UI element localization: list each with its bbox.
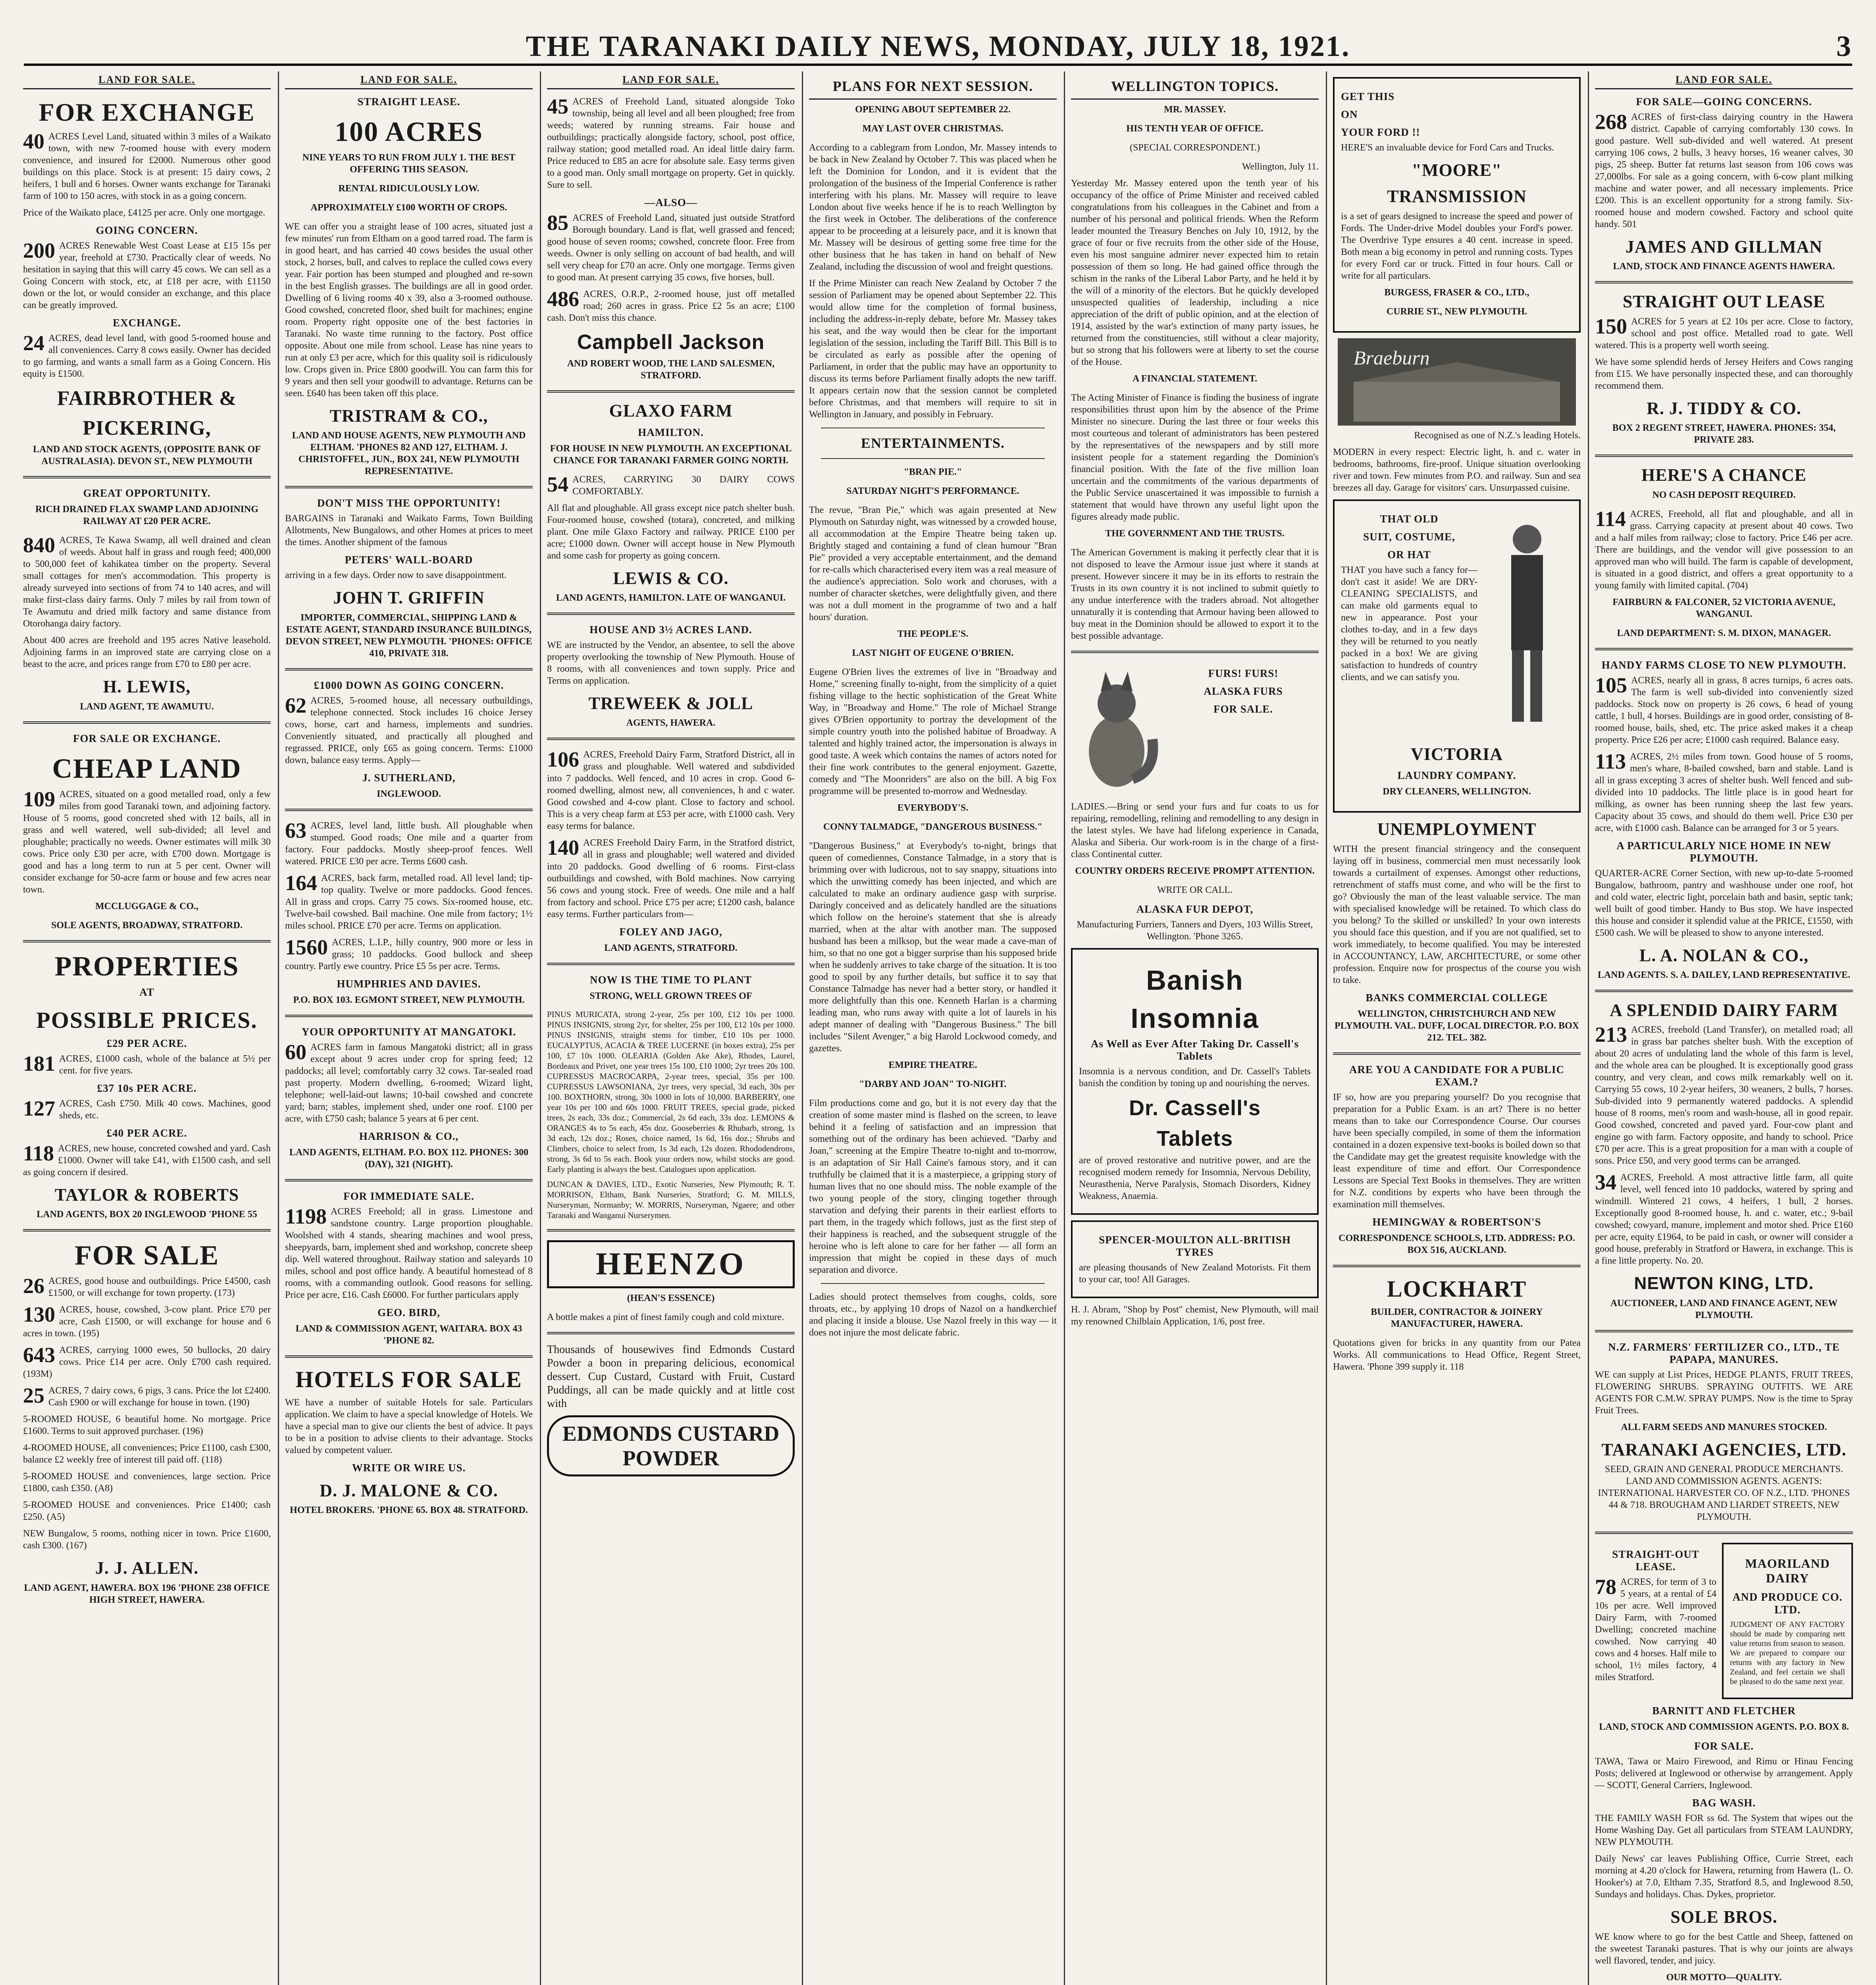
ad-body: WE can supply at List Prices, HEDGE PLANTS, FRUIT TREES, FLOWERING SHRUBS. SPRAYING OUTFITS. WE ARE AGENTS FOR C.M.W. SPRAY PUMPS. Now is the time to Spray Fruit Trees.: [1595, 1369, 1853, 1416]
divider: [23, 476, 271, 478]
ad-title: VICTORIA: [1410, 744, 1503, 764]
ad-subhead: NINE YEARS TO RUN FROM JULY 1. THE BEST OFFERING THIS SEASON.: [302, 152, 516, 175]
column-5: [1064, 71, 1326, 1985]
ad-body: A bottle makes a pint of finest family cough and cold mixture.: [547, 1312, 784, 1323]
gentleman-illustration: [1481, 511, 1573, 734]
agent-name: L. A. NOLAN & CO.,: [1639, 945, 1809, 965]
ad-subhead: RENTAL RIDICULOUSLY LOW.: [338, 183, 480, 194]
ad-body: 60 ACRES farm in famous Mangatoki district; all in grass except about 9 acres under crop for spring feed; 12 paddocks; all level; comfortably carry 32 cows. Tar-sealed road past property. Modern dwelling, 6-roomed; Wizard light, telephone; well-laid-out lawns; 10-bail cowshed and concrete yard; barn; stables, implement shed, under one roof. £100 per acre, with £750 cash; balance 5 years at 6 per cent.: [285, 1040, 533, 1124]
divider: [821, 458, 1045, 459]
ad-body: 63 ACRES, level land, little bush. All ploughable when stumped. Good roads; One mile and a quarter from factory. Four paddocks. Mostly sheep-proof fences. Well watered. PRICE £30 per acre. Terms £600 cash.: [285, 818, 533, 867]
ad-title: OR HAT: [1387, 548, 1431, 561]
ad-title: HOTELS FOR SALE: [295, 1366, 522, 1392]
agent-address: WELLINGTON, CHRISTCHURCH AND NEW PLYMOUTH. VAL. DUFF, LOCAL DIRECTOR. P.O. BOX 212. TEL. 382.: [1334, 1008, 1579, 1043]
agent-address: LAND AGENTS, ELTHAM. P.O. BOX 112. PHONES: 300 (DAY), 321 (NIGHT).: [289, 1147, 529, 1170]
ad-title: ON: [1341, 108, 1358, 120]
article-headline: WELLINGTON TOPICS.: [1071, 79, 1319, 100]
ad-body: 109 ACRES, situated on a good metalled road, only a few miles from good Taranaki town, and adjoining factory. House of 5 rooms, good concreted shed with 12 bails, all in grass and well watered, well sub-divided; all level and ploughable; practically no weeds. Owner estimates will milk 30 cows. Price only £30 per acre, with £700 down. Mortgage is good and has a long term to run at 5 per cent. Owner will consider exchange for 50-acre farm or house and few acres near town.: [23, 787, 271, 895]
agent-address: P.O. BOX 103. EGMONT STREET, NEW PLYMOUTH.: [293, 994, 525, 1005]
agent-name: TARANAKI AGENCIES, LTD.: [1601, 1440, 1847, 1459]
divider: [285, 668, 533, 671]
divider: [547, 613, 795, 615]
agent-address: LAND AGENT, HAWERA. BOX 196 'PHONE 238 OFFICE HIGH STREET, HAWERA.: [24, 1582, 270, 1605]
ad-body: IF so, how are you preparing yourself? Do you recognise that preparation for a Public Exam. is an art? There is no better means than to take our Correspondence Course. Our courses have been specially compiled, in some of them the information contained in a dozen expensive text-books is boiled down so that the Candidate may get the greatest requisite knowledge with the least expenditure of time and effort. Our Correspondence Lessons are Special Text Books in themselves. They are written for N.Z. conditions by experts who have been through the examination mill themselves.: [1333, 1092, 1581, 1210]
agent-name: TREWEEK & JOLL: [588, 693, 753, 713]
edmonds-logo: EDMONDS CUSTARD POWDER: [547, 1415, 795, 1476]
agent-name: JOHN T. GRIFFIN: [333, 588, 485, 608]
article-subhead: MR. MASSEY.: [1164, 104, 1226, 115]
ad-body: 4-ROOMED HOUSE, all conveniences; Price £1100, cash £300, balance £2 weekly free of interest till paid off. (118): [23, 1443, 271, 1465]
ad-subhead: STRAIGHT-OUT LEASE.: [1612, 1548, 1699, 1573]
ad-subhead: ALL FARM SEEDS AND MANURES STOCKED.: [1621, 1422, 1827, 1432]
ad-title: Insomnia: [1131, 1002, 1259, 1034]
spencer-ad: [1071, 1220, 1319, 1298]
agent-address: LAND AGENTS, HAMILTON. LATE OF WANGANUI.: [556, 592, 786, 603]
ad-body: Recognised as one of N.Z.'s leading Hotels.: [1414, 430, 1581, 441]
column-1: [16, 71, 278, 1985]
ad-title: FURS! FURS!: [1208, 667, 1279, 679]
article-body: According to a cablegram from London, Mr. Massey intends to be back in New Zealand by October 7. This was placed when he left the Dominion for London, and it is evident that the prolongation of the business of the Imperial Conference is rather interfering with his plans. Mr. Massey will require to leave London about five weeks hence if he is to reach Wellington by the first week in October. The deliberations of the conference appear to be proceeding at a leisurely pace, and it is known that Mr. Massey will be desirous of getting some free time for the other business that he has taken in hand on behalf of New Zealand, including the discussion of wool and freight questions.: [809, 142, 1057, 272]
ad-body: NEW Bungalow, 5 rooms, nothing nicer in town. Price £1600, cash £300. (167): [23, 1528, 271, 1551]
ad-body: 5-ROOMED HOUSE and conveniences. Price £1400; cash £250. (A5): [23, 1500, 271, 1522]
article-subhead: HIS TENTH YEAR OF OFFICE.: [1126, 123, 1264, 134]
ad-subhead: HOUSE AND 3½ ACRES LAND.: [589, 623, 752, 636]
ad-body: WITH the present financial stringency and the consequent laying off in business, commercial men must necessarily look towards a curtailment of expenses. Amongst other reductions, retrenchment of staffs must come, and who will be the first to go? Obviously the man of the least valuable service. The man with specialised knowledge will be retained. To which class do you belong? To the skilled or unskilled? In your own interests you should face this question, and if you are not qualified, set to work immediately, to become qualified. You may be interested in ACCOUNTANCY, LAW, ARCHITECTURE, or some other profession. Enquire now for prospectus of the course you wish to take.: [1333, 844, 1581, 985]
ad-price: £37 10s PER ACRE.: [97, 1082, 197, 1094]
acreage: 40: [23, 129, 44, 153]
article-body: The American Government is making it perfectly clear that it is not disposed to leave the Armour issue just where it stands at present. However sincere it may be in its efforts to restrain the Trusts in its own country it is not inclined to submit quietly to any undue interference with the traders abroad. Not altogether unnaturally it is contending that Armour having been allowed to buy meat in the Dominion should be allowed to export it to the best possible advantage.: [1071, 547, 1319, 641]
masthead: [24, 20, 1852, 66]
ad-body: PINUS MURICATA, strong 2-year, 25s per 100, £12 10s per 1000. PINUS INSIGNIS, strong 2yr, for shelter, 25s per 100, £12 10s per 1000. PINUS INSIGNIS, straight stems for timber, £10 10s per 1000. EUCALYPTUS, ACACIA & TREE LUCERNE (in boxes extra), 25s per 100, £7 10s 1000. OLEARIA (Golden Ake Ake), Rhodes, Laurel, Bordeaux and Privet, one year trees 15s 100, £10 1000; 2yr trees 20s 100. CUPRESSUS MACROCARPA, 2-year trees, special, 35s per 100. CUPRESSUS LAWSONIANA, 2yr trees, very special, 3d each, 30s per 100. BOXTHORN, strong, 30s 1000 in lots of 10,000. BARBERRY, one year 10s per 100 and 60s 1000. FRUIT TREES, special grade, picked trees, 2s each, 33s doz.; Commercial, 2s 6d each, 33s doz. LEMONS & ORANGES 4s to 5s each, 45s doz. Gooseberries & Rhubarb, strong, 1s 3d each, 12s doz.; Roses, choice named, 1s 6d, 16s doz.; Shrubs and Climbers, choice to select from, 1s 3d each, 12s dozen. Rhododendrons, strong, 3s 6d to 5s each. Book your orders now, whilst stocks are good. Early planting is always the best. Catalogues upon application.: [547, 1010, 795, 1174]
ad-body: WE have a number of suitable Hotels for sale. Particulars application. We claim to have a special knowledge of Hotels. We have a special man to give our clients the best of advice. It pays to be in a position to advise clients to their advantage. Stocks valued by competent valuer.: [285, 1397, 533, 1455]
ford-ad: [1333, 77, 1581, 333]
article-headline: PLANS FOR NEXT SESSION.: [809, 79, 1057, 100]
article-subhead: SATURDAY NIGHT'S PERFORMANCE.: [846, 486, 1019, 497]
ad-body: THAT you have such a fancy for—don't cast it aside! We are DRY-CLEANING SPECIALISTS, and can make old garments equal to new in appearance. Post your clothes to-day, and in a few days they will be returned to you neatly packed in a box! We are giving satisfaction to hundreds of country clients, and we can satisfy you.: [1341, 565, 1477, 682]
ad-body: 200 ACRES Renewable West Coast Lease at £15 15s per year, freehold at £730. Practically clear of weeds. No hesitation in saying that this will carry 45 cows. We can sell as a Going Concern with stock, etc, at £18 per acre, with £1150 down or the lot, or would consider an exchange, and this place can be greatly improved.: [23, 239, 271, 310]
agent-address: LAND & COMMISSION AGENT, WAITARA. BOX 43 'PHONE 82.: [295, 1323, 522, 1346]
article-subhead: LAST NIGHT OF EUGENE O'BRIEN.: [852, 648, 1014, 659]
agent-name: R. J. TIDDY & CO.: [1647, 398, 1801, 418]
agent-name: BANKS COMMERCIAL COLLEGE: [1366, 991, 1548, 1004]
ad-title: TRANSMISSION: [1387, 187, 1527, 206]
ad-body: About 400 acres are freehold and 195 acres Native leasehold. Adjoining farms in an improved state are carrying close on a beast to the acre, and prices range from £70 to £80 per acre.: [23, 635, 271, 670]
article-subhead: EMPIRE THEATRE.: [888, 1060, 977, 1071]
ad-body: TAWA, Tawa or Mairo Firewood, and Rimu or Hinau Fencing Posts; delivered at Inglewood or otherwise by arrangement. Apply— SCOTT, General Carriers, Inglewood.: [1595, 1756, 1853, 1791]
agent-address: LAND AGENTS. S. A. DAILEY, LAND REPRESENTATIVE.: [1597, 969, 1851, 980]
divider: [821, 1283, 1045, 1284]
ad-subhead: WRITE OR WIRE US.: [352, 1461, 466, 1474]
ad-body: 54 ACRES, CARRYING 30 DAIRY COWS COMFORTABLY.: [547, 472, 795, 497]
divider: [285, 1355, 533, 1358]
article-subhead: "DARBY AND JOAN" TO-NIGHT.: [859, 1079, 1007, 1090]
agent-name: HUMPHRIES AND DAVIES.: [337, 977, 481, 990]
agent-name: JAMES AND GILLMAN: [1625, 237, 1823, 256]
agent-address: LAND AND HOUSE AGENTS, NEW PLYMOUTH AND ELTHAM. 'PHONES 82 AND 127, ELTHAM. J. CHRISTOFFEL, JUN., BOX 241, NEW PLYMOUTH REPRESENTATIVE.: [292, 430, 526, 477]
ad-price: £40 PER ACRE.: [106, 1127, 187, 1139]
section-header: LAND FOR SALE.: [1595, 71, 1853, 89]
ad-body: JUDGMENT OF ANY FACTORY should be made by comparing nett value returns from season to season. We are prepared to compare our returns with any factory in New Zealand, and feel certain we shall be pleased to do the same next year.: [1730, 1620, 1845, 1686]
ad-body: 213 ACRES, freehold (Land Transfer), on metalled road; all in grass bar patches shelter bush. With the exception of about 20 acres of undulating land the whole of this farm is level, and the whole area can be ploughed. It is exceptionally good grass country, and very clean, and cows milk remarkably well on it. Carrying 55 cows, 10 2-year heifers, 30 weaners, 2 bulls, 7 horses. Sub-divided into 9 permanently watered paddocks. A splendid house of 8 rooms, men's room and wash-house, all in good repair. Good cowshed, concreted and paved yard. Four-cow plant and engine go with farm. Factory opposite, and handy to school. Price £70 per acre. This is a great proposition for a man with a couple of sons. Price £50, and very good terms can be arranged.: [1595, 1023, 1853, 1166]
ad-title: 100 ACRES: [335, 117, 483, 147]
ad-title: UNEMPLOYMENT: [1377, 819, 1537, 839]
agent-name: H. LEWIS,: [103, 677, 191, 697]
ad-title: HERE'S A CHANCE: [1641, 465, 1807, 485]
ad-subhead: GOING CONCERN.: [96, 224, 198, 236]
ad-body: 62 ACRES, 5-roomed house, all necessary outbuildings, telephone connected. Stock includes 16 choice Jersey cows, horse, cart and harness, implements and sundries. Conveniently situated, and practically all ploughed and regrassed. PRICE, only £65 as going concern. Terms: £1000 down, balance easy terms. Apply—: [285, 693, 533, 765]
ad-body: 40 ACRES Level Land, situated within 3 miles of a Waikato town, with new 7-roomed house with every modern convenience, and insured for £2000. Numerous other good buildings on this place. Stock is at present: 15 dairy cows, 2 heifers, 1 bull and 6 horses. Owner wants exchange for Taranaki farm of 100 to 150 acres, with stock in as a going concern.: [23, 129, 271, 201]
ad-body: WE know where to go for the best Cattle and Sheep, fattened on the sweetest Taranaki pastures. That is why our joints are always well flavored, tender, and juicy.: [1595, 1931, 1853, 1966]
ad-body: 118 ACRES, new house, concreted cowshed and yard. Cash £1000. Owner will take £41, with £1500 cash, and sell as going concern if desired.: [23, 1141, 271, 1178]
agent-name: PICKERING,: [83, 417, 211, 440]
ad-body: WE are instructed by the Vendor, an absentee, to sell the above property overlooking the township of New Plymouth. House of 8 rooms, with all conveniences and town supply. Price and Terms on application.: [547, 640, 795, 686]
column-4: [802, 71, 1064, 1985]
ad-body: is a set of gears designed to increase the speed and power of Fords. The Under-drive Model doubles your Ford's power. The Overdrive Type ensures a 40 cent. increase in speed. Both mean a big economy in petrol and running costs. Types for every Ford car or truck. Fitted in four hours. Call or write for all particulars.: [1341, 211, 1573, 281]
ad-title: CHEAP LAND: [52, 753, 242, 784]
lease-and-maoriland: [1595, 1543, 1853, 1699]
agent-address: LAND AND STOCK AGENTS, (OPPOSITE BANK OF AUSTRALASIA). DEVON ST., NEW PLYMOUTH: [33, 444, 261, 467]
divider: [1595, 648, 1853, 650]
ad-title: LAUNDRY COMPANY.: [1397, 769, 1516, 782]
ad-body: arriving in a few days. Order now to save disappointment.: [285, 570, 507, 581]
agent-name: BURGESS, FRASER & CO., LTD.,: [1384, 287, 1529, 298]
agent-name: HEMINGWAY & ROBERTSON'S: [1372, 1216, 1541, 1228]
ad-body: 34 ACRES, Freehold. A most attractive little farm, all quite level, well fenced into 10 paddocks, watered by spring and windmill. Wintered 21 cows, 4 heifers, 1 bull, 2 horses. Exceptionally good 8-roomed house, h. and c. water, etc.; 9-bail cowshed; cowyard, manure, implement and motor shed. Price £160 per acre, equity £1964, to be paid in cash, or owner will consider a good house, preferably in Stratford or Hawera, in exchange. This is a fine little property. No. 20.: [1595, 1170, 1853, 1266]
ad-body: We have some splendid herds of Jersey Heifers and Cows ranging from £15. We have personally inspected these, and can thoroughly recommend them.: [1595, 357, 1853, 391]
ad-body: 1198 ACRES Freehold; all in grass. Limestone and sandstone country. Large proportion ploughable. Woolshed with 4 stands, shearing machines and wool press, sheepyards, barn, implement shed and workshop, concrete sheep dip. Well watered throughout. Railway station and saleyards 10 miles, school and post office handy. A beautiful homestead of 8 rooms, with a commanding outlook. Good reasons for selling. Price per acre, £16. Cash £6000. For further particulars apply: [285, 1204, 533, 1300]
agent-address: AUCTIONEER, LAND AND FINANCE AGENT, NEW PLYMOUTH.: [1610, 1298, 1838, 1320]
article-body: "Dangerous Business," at Everybody's to-night, brings that queen of comediennes, Constance Talmadge, in a story that is brimming over with ludicrous, not to say snappy, situations into which the unwitting comedy has been injected, and which are calculated to make an ordinary audience gasp with surprise. Daringly conceived and as delicately handled are the situations which follow on the heroine's statement that she is already married, when at the altar with another man. The supposed husband has been a milksop, but the wear made a cave-man of him, so that no one got a bigger surprise than his supposed bride when he suddenly arrives to take charge of the situation. It is too good to spoil by any further details, but suffice it to say that Constance Talmadge has never had a better story, or handled it more delightfully than this one. Kenneth Harlan is a charming leading man, who runs away with quite a lot of laurels in his adept manner of dealing with "Dangerous Business." The bill includes "Silent Avenger," a big Harold Lockwood comedy, and gazettes.: [809, 841, 1057, 1054]
article-body: If the Prime Minister can reach New Zealand by October 7 the session of Parliament may be opened about September 22. This would allow time for the completion of formal business, including the address-in-reply debate, before Mr. Massey takes his seat, and the way would then be clear for the important legislation of the session, including the Tariff Bill. This Bill is to be circulated as early as possible after the opening of Parliament, in order that the public may have an opportunity to discuss its terms before Parliament finally adopts the new tariff. It appears certain now that the session cannot be completed before Christmas, and that members will require to sit in Wellington in January, and possibly in February.: [809, 278, 1057, 420]
heenzo-logo: HEENZO: [547, 1240, 795, 1288]
agent-address: DRY CLEANERS, WELLINGTON.: [1383, 786, 1531, 797]
agent-address: Manufacturing Furriers, Tanners and Dyers, 103 Willis Street, Wellington. 'Phone 3265.: [1077, 919, 1313, 942]
ad-title: ARE YOU A CANDIDATE FOR A PUBLIC EXAM.?: [1349, 1063, 1565, 1088]
divider: [23, 1229, 271, 1231]
hotel-illustration: [1338, 338, 1576, 426]
ad-title: A SPLENDID DAIRY FARM: [1610, 1000, 1838, 1020]
ad-subhead: FOR IMMEDIATE SALE.: [343, 1190, 474, 1202]
agent-name: GEO. BIRD,: [378, 1306, 440, 1318]
ad-body: THE FAMILY WASH FOR ss 6d. The System that wipes out the Home Washing Day. Get all particulars from STEAM LAUNDRY, NEW PLYMOUTH.: [1595, 1813, 1853, 1848]
ad-body: 140 ACRES Freehold Dairy Farm, in the Stratford district, all in grass and ploughable; well watered and divided into 20 paddocks. Good dwelling of 6 rooms. First-class outbuildings and cowshed, with Bold machines. Now carrying 56 cows and young stock. Free of weeds. One mile and a half from factory and school. Price £75 per acre; £1200 cash, balance easy terms. Further particulars from—: [547, 836, 795, 920]
divider: [547, 738, 795, 740]
ad-subhead: OUR MOTTO—QUALITY.: [1666, 1972, 1782, 1983]
divider: [1595, 1330, 1853, 1332]
column-7: [1588, 71, 1860, 1985]
ad-title: YOUR FORD !!: [1341, 126, 1420, 138]
ad-subhead: NO CASH DEPOSIT REQUIRED.: [1652, 490, 1796, 500]
ad-subhead: (HEAN'S ESSENCE): [627, 1293, 715, 1304]
ad-subhead: FOR SALE—GOING CONCERNS.: [1636, 96, 1812, 108]
agent-name: ALASKA FUR DEPOT,: [1136, 903, 1254, 915]
furs-ad: [1071, 662, 1319, 801]
agent-name: MCCLUGGAGE & CO.,: [95, 901, 198, 912]
ad-title: SOLE BROS.: [1670, 1907, 1778, 1927]
article-subhead: OPENING ABOUT SEPTEMBER 22.: [855, 104, 1011, 115]
hotel-name: Braeburn: [1354, 346, 1430, 369]
ad-title: FOR SALE: [74, 1240, 220, 1271]
agent-address: CORRESPONDENCE SCHOOLS, LTD. ADDRESS: P.O. BOX 516, AUCKLAND.: [1339, 1233, 1575, 1255]
ad-body: 106 ACRES, Freehold Dairy Farm, Stratford District, all in grass and ploughable. Well watered and subdivided into 7 paddocks. Well fenced, and 10 acres in crop. Good 6-roomed dwelling, almost new, all conveniences, h and c water. Good cowshed and 4-cow plant. Close to factory and school. This is a very cheap farm at £53 per acre, with £1000 cash. Very easy terms for balance.: [547, 748, 795, 832]
divider: [23, 940, 271, 942]
agent-name: NEWTON KING, LTD.: [1634, 1274, 1814, 1293]
agent-address: HOTEL BROKERS. 'PHONE 65. BOX 48. STRATFORD.: [290, 1505, 528, 1516]
agent-name: Campbell Jackson: [577, 331, 765, 354]
ad-body: DUNCAN & DAVIES, LTD., Exotic Nurseries, New Plymouth; R. T. MORRISON, Eltham, Bank Nurseries, Stratford; G. M. MILLS, Nurseryman, Normanby; W. MORRIS, Nurseryman, Ngaere; and other Taranaki and Wanganui Nurserymen.: [547, 1179, 795, 1220]
fox-illustration: [1071, 666, 1162, 797]
section-header: FOR SALE OR EXCHANGE.: [73, 732, 221, 744]
divider: [1333, 1052, 1581, 1055]
article-subhead: THE PEOPLE'S.: [897, 629, 969, 640]
ad-title: N.Z. FARMERS' FERTILIZER CO., LTD., TE PAPAPA, MANURES.: [1608, 1341, 1840, 1365]
ad-title: PROPERTIES: [54, 951, 239, 982]
agent-name: BARNITT AND FLETCHER: [1652, 1705, 1796, 1717]
ad-subhead: HAMILTON.: [638, 426, 704, 438]
ad-body: MODERN in every respect: Electric light, h. and c. water in bedrooms, bathrooms, fire-proof. Unique situation overlooking river and town. Few minutes from P.O. and railway. Sun and sea breezes all day. Garage for visitors' cars. Unsurpassed cuisine.: [1333, 447, 1581, 493]
ad-title: GET THIS: [1341, 91, 1395, 102]
ad-body: 85 ACRES of Freehold Land, situated just outside Stratford Borough boundary. Land is flat, well grassed and fenced; good house of seven rooms; cowshed, concrete floor. Free from weeds. Owner is only selling on account of bad health, and will sell very cheap for £70 an acre. Only one mortgage. Terms given to good man. At present carrying 35 cows, five horses, bull.: [547, 211, 795, 283]
ad-title: Tablets: [1156, 1126, 1233, 1151]
agent-name: FAIRBURN & FALCONER, 52 VICTORIA AVENUE, WANGANUI.: [1612, 597, 1836, 619]
ad-body: Ladies should protect themselves from coughs, colds, sore throats, etc., by applying 10 drops of Nazol on a handkerchief and placing it inside a blouse. Use Nazol freely in this way — it does not injure the most delicate fabric.: [809, 1292, 1057, 1338]
ad-body: Quotations given for bricks in any quantity from our Patea Works. All communications to Head Office, Regent Street, Hawera. 'Phone 399 supply it. 118: [1333, 1337, 1581, 1372]
page-number: 3: [1836, 30, 1852, 63]
ad-title: ALASKA FURS: [1204, 685, 1283, 697]
agent-address: LAND, STOCK AND COMMISSION AGENTS. P.O. BOX 8.: [1599, 1722, 1849, 1733]
agent-address: INGLEWOOD.: [376, 788, 441, 799]
ad-subhead: As Well as Ever After Taking Dr. Cassell's Tablets: [1090, 1037, 1299, 1062]
ad-body: 164 ACRES, back farm, metalled road. All level land; tip-top quality. Twelve or more paddocks. Good fences. All in grass and crops. Carry 75 cows. Six-roomed house, etc. Twelve-bail cowshed. Bail machine. One mile from factory; 1½ miles school. PRICE £70 per acre. Terms on application.: [285, 871, 533, 931]
article-body: Eugene O'Brien lives the extremes of live in "Broadway and Home," screening finally to-night, from the simplicity of a quiet fishing village to the hectic sophistication of the Great White Way, in "Broadway and Home." The role of Michael Strange gives O'Brien opportunity to portray the development of the simple country youth into the polished habitue of Broadway. A talented and highly trained actor, the impersonation is always in good taste. A week which contains the names of actors noted for their fine work contributes to the general enjoyment. Gazette, comedy and "The Moonriders" are also on the bill. A big Fox programme will be presented to-morrow and Wednesday.: [809, 667, 1057, 797]
ad-subhead: RICH DRAINED FLAX SWAMP LAND ADJOINING RAILWAY AT £20 PER ACRE.: [35, 504, 259, 527]
agent-address: LAND AGENT, TE AWAMUTU.: [80, 701, 214, 712]
ad-body: 26 ACRES, good house and outbuildings. Price £4500, cash £1500, or will exchange for town property. (173): [23, 1274, 271, 1299]
ad-body: 25 ACRES, 7 dairy cows, 6 pigs, 3 cans. Price the lot £2400. Cash £900 or will exchange for house in town. (190): [23, 1384, 271, 1408]
ad-subhead: FOR HOUSE IN NEW PLYMOUTH. AN EXCEPTIONAL CHANCE FOR TARANAKI FARMER GOING NORTH.: [550, 443, 792, 466]
ad-body: QUARTER-ACRE Corner Section, with new up-to-date 5-roomed Bungalow, bathroom, pantry and washhouse under one roof, hot and cold water, electric light, porcelain bath and basin, septic tank; well built of good timber. Handy to Bus stop. We have inspected this house and consider it splendid value at the PRICE, £1550, with £500 cash. We will be pleased to show to anyone interested.: [1595, 868, 1853, 938]
section-header: LAND FOR SALE.: [285, 71, 533, 89]
ad-subhead: NOW IS THE TIME TO PLANT: [590, 974, 752, 986]
article-subhead: A FINANCIAL STATEMENT.: [1132, 373, 1258, 384]
divider: [1333, 1265, 1581, 1267]
ad-title: FOR SALE.: [1213, 703, 1273, 715]
divider: [547, 390, 795, 393]
ad-title: SUIT, COSTUME,: [1363, 530, 1455, 543]
divider: [547, 1332, 795, 1334]
column-6: [1326, 71, 1588, 1985]
agent-name: TRISTRAM & CO.,: [329, 406, 488, 426]
agent-address: BUILDER, CONTRACTOR & JOINERY MANUFACTURER, HAWERA.: [1371, 1307, 1543, 1329]
ad-title: POSSIBLE PRICES.: [36, 1007, 258, 1033]
ad-body: are pleasing thousands of New Zealand Motorists. Fit them to your car, too! All Garages.: [1079, 1262, 1311, 1285]
dateline: Wellington, July 11.: [1242, 161, 1319, 172]
ad-body: 1560 ACRES, L.I.P., hilly country, 900 more or less in grass; 10 paddocks. Good bullock and sheep country. Partly ewe country. Price £5 5s per acre. Terms.: [285, 935, 533, 971]
ad-body: 840 ACRES, Te Kawa Swamp, all well drained and clean of weeds. About half in grass and rough feed; 400,000 to 500,000 feet of kahikatea timber on the property. Several small cottages for men's accommodation. This property is already surveyed into sections of from 74 to 140 acres, and will make first-class dairy farms. Only 7 miles by rail from town of Te Awamutu and dried milk factory and same distance from Otorohanga dairy factory.: [23, 533, 271, 629]
ad-subhead: BAG WASH.: [1692, 1797, 1756, 1809]
agent-address: LAND AGENTS, STRATFORD.: [604, 943, 738, 954]
ad-subhead: FOR SALE.: [1694, 1740, 1754, 1752]
ad-body: HERE'S an invaluable device for Ford Cars and Trucks.: [1341, 143, 1554, 153]
agent-name: HARRISON & CO.,: [359, 1130, 459, 1142]
ad-body: 5-ROOMED HOUSE and conveniences, large section. Price £1800, cash £350. (A8): [23, 1471, 271, 1494]
agent-address: CURRIE ST., NEW PLYMOUTH.: [1386, 306, 1527, 317]
article-headline: ENTERTAINMENTS.: [861, 435, 1005, 451]
divider: [285, 809, 533, 811]
ad-title: FOR EXCHANGE: [39, 98, 255, 126]
ad-body: LADIES.—Bring or send your furs and fur coats to us for repairing, remodelling, relining and remodelling to any design in the latest styles. We have had lifelong experience in Canada, Alaska and Siberia. Our work-room is in the charge of a first-class Continental cutter.: [1071, 801, 1319, 860]
agent-address: BOX 2 REGENT STREET, HAWERA. PHONES: 354, PRIVATE 283.: [1612, 423, 1836, 445]
article-body: The revue, "Bran Pie," which was again presented at New Plymouth on Saturday night, was witnessed by a crowded house, all accommodation at the Empire Theatre being taken up. Brightly staged and containing a fund of clean humour "Bran Pie" provided a very acceptable entertainment, and the demand for re-calls which characterised every item was a real measure of the audience's appreciation. Solo work and choruses, with a number of character sketches, were delightfully given, and there was not a dull moment in the programme of two and a half hours' duration.: [809, 505, 1057, 623]
ad-title: LOCKHART: [1387, 1276, 1527, 1302]
ad-body: WE can offer you a straight lease of 100 acres, situated just a few minutes' run from Eltham on a good tarred road. The farm is in good heart, and has carried 40 cows besides the usual other stock, 2 horses, bull, and calves to replace the culled cows every year. Fair portion has been stumped and ploughed and re-sown in the best English grasses. The buildings are all in good order. Dwelling of 6 living rooms 40 x 39, also a 3-roomed outhouse. Good cowshed, concreted floor, shed built for machines; engine room. Property right opposite one of the best factories in Taranaki. No waste time running to the factory. Post office opposite. About one mile from school. Lease has nine years to run at only £3 per acre, which for this quality soil is ridiculously low. Crops given in. Price £800 goodwill. You can farm this for 9 years and then sell your goodwill to advantage. Returns can be seen. £640 has been taken off this place.: [285, 222, 533, 399]
ad-body: 114 ACRES, Freehold, all flat and ploughable, and all in grass. Carrying capacity at present about 40 cows. Two and a half miles from railway; close to factory. Price £46 per acre. There are buildings, and the vendor will give possession to an approved man who will build. The farm is capable of development, is situated in a good district, and offers a great opportunity to a young family with limited capital. (704): [1595, 507, 1853, 591]
ad-title: AND PRODUCE CO. LTD.: [1732, 1591, 1843, 1617]
ad-title: AT: [139, 986, 154, 998]
ad-subhead: EXCHANGE.: [113, 317, 181, 329]
ad-title: Banish: [1146, 964, 1244, 996]
divider: [1071, 651, 1319, 653]
column-2: [278, 71, 540, 1985]
ad-price: Price of the Waikato place, £4125 per acre. Only one mortgage.: [23, 208, 266, 218]
divider: [285, 1015, 533, 1017]
divider: [1595, 990, 1853, 992]
ad-subhead: —ALSO—: [644, 197, 697, 208]
agent-address: LAND, STOCK AND FINANCE AGENTS HAWERA.: [1613, 261, 1835, 272]
ad-title: SPENCER-MOULTON ALL-BRITISH TYRES: [1099, 1234, 1291, 1258]
ad-title: GLAXO FARM: [609, 401, 733, 421]
ad-body: Insomnia is a nervous condition, and Dr. Cassell's Tablets banish the condition by toning up and nourishing the nerves.: [1079, 1066, 1311, 1089]
laundry-ad: [1333, 499, 1581, 813]
ad-subhead: COUNTRY ORDERS RECEIVE PROMPT ATTENTION.: [1075, 865, 1315, 876]
ad-body: All flat and ploughable. All grass except nice patch shelter bush. Four-roomed house, cowshed (totara), concreted, and milking plant. One mile Glaxo Factory and railway. PRICE £100 per acre; £1000 down. Owner will accept house in New Plymouth and some cash for property as going concern.: [547, 503, 795, 561]
ad-subhead: STRAIGHT LEASE.: [357, 96, 460, 108]
ad-title: "MOORE": [1412, 160, 1502, 180]
divider: [547, 1229, 795, 1231]
agent-address: AND ROBERT WOOD, THE LAND SALESMEN, STRATFORD.: [567, 358, 775, 381]
divider: [285, 486, 533, 488]
ad-body: 486 ACRES, O.R.P., 2-roomed house, just off metalled road; 260 acres in grass. Price £2 5s an acre; £100 cash. Don't miss this chance.: [547, 287, 795, 323]
article-subhead: "BRAN PIE.": [903, 467, 962, 478]
agent-name: D. J. MALONE & CO.: [320, 1480, 498, 1500]
ad-title: STRAIGHT OUT LEASE: [1622, 292, 1826, 312]
article-subhead: MAY LAST OVER CHRISTMAS.: [862, 123, 1003, 134]
ad-body: 5-ROOMED HOUSE, 6 beautiful home. No mortgage. Price £1600. Terms to suit approved purchaser. (196): [23, 1414, 271, 1437]
ad-body: Daily News' car leaves Publishing Office, Currie Street, each morning at 4.20 o'clock for Hawera, returning from Hawera (L. O. Hooker's) at 7.0, Eltham 7.35, Stratford 8.5, and Inglewood 8.50, Sundays and holidays. Chas. Dykes, proprietor.: [1595, 1854, 1853, 1900]
ad-body: 268 ACRES of first-class dairying country in the Hawera district. Capable of carrying comfortably 130 cows. In good pasture. Well sub-divided and well watered. At present carrying 106 cows, 2 bulls, 3 heavy horses, 16 weaner calves, 30 pigs, 25 sheep. Butter fat returns last season from 106 cows was 27,000lbs. For sale as a going concern, with 6-cow plant milking machine and water power, and all necessary implements. Price £200. This is an excellent opportunity for a strong family. Six-roomed house and modern cowshed. Factory and school quite handy. 501: [1595, 110, 1853, 229]
ad-body: are of proved restorative and nutritive power, and are the recognised modern remedy for Insomnia, Nervous Debility, Neurasthenia, Nerve Paralysis, Stomach Disorders, Kidney Weakness, Anaemia.: [1079, 1155, 1311, 1202]
ad-subhead: STRONG, WELL GROWN TREES OF: [589, 991, 752, 1002]
divider: [1595, 1532, 1853, 1534]
ad-body: 105 ACRES, nearly all in grass, 8 acres turnips, 6 acres oats. The farm is well sub-divided into conveniently sized paddocks. Stock now on property is 26 cows, 6 head of young cattle, 1 bull, 4 horses. Buildings are in good order, consisting of 8-roomed house, bails, shed, etc. The price asked makes it a cheap property. Price £26 per acre; £1000 cash required. Balance easy.: [1595, 673, 1853, 745]
article-body: Yesterday Mr. Massey entered upon the tenth year of his occupancy of the office of Prime Minister and received cabled congratulations from his colleagues in the Cabinet and from a number of his personal and political friends. When the Reform leader mounted the Treasury Benches on July 10, 1912, by the grace of four or five recruits from the other side of the House, even his most sanguine admirer never expected him to retain possession of them so long. He had gained office through the schism in the ranks of the Liberal Labor Party, and he held it by the will of a minority of the electors. But he quickly developed unsuspected qualities of leadership, including a nice appreciation of the drift of public opinion, and at the election of 1914, assisted by the war's extinction of many party issues, he returned from the constituencies, still without a clear majority, but so strong that his followers were at liberty to set the course of the House.: [1071, 178, 1319, 367]
ad-title: Dr. Cassell's: [1129, 1096, 1261, 1120]
ad-body: 643 ACRES, carrying 1000 ewes, 50 bullocks, 20 dairy cows. Price £14 per acre. Only £700 cash required. (193M): [23, 1343, 271, 1380]
ad-subhead: WRITE OR CALL.: [1157, 885, 1233, 895]
agent-address: LAND DEPARTMENT: S. M. DIXON, MANAGER.: [1617, 628, 1831, 638]
article-body: The Acting Minister of Finance is finding the business of ingrate responsibilities thrust upon him by the absence of the Prime Minister no sinecure. During the last three or four weeks this most courteous and tolerant of administrators has been pestered by the representatives of the newspapers and by still more insistent people for a statement regarding the Dominion's financial position. With the fate of the five million loan uncertain and the commitments of the various departments of the Public Service unascertained it was impossible to furnish a statement that would have thrown any useful light upon the figures already made public.: [1071, 392, 1319, 522]
column-3: [540, 71, 802, 1985]
ad-subhead: A PARTICULARLY NICE HOME IN NEW PLYMOUTH.: [1616, 839, 1832, 864]
masthead-title: THE TARANAKI DAILY NEWS, MONDAY, JULY 18, 1921.: [526, 30, 1350, 63]
section-header: LAND FOR SALE.: [547, 71, 795, 89]
ad-subhead: £1000 DOWN AS GOING CONCERN.: [314, 679, 504, 691]
divider: [547, 963, 795, 965]
ad-body: 181 ACRES, £1000 cash, whole of the balance at 5½ per cent. for five years.: [23, 1051, 271, 1076]
ad-subhead: PETERS' WALL-BOARD: [345, 554, 473, 566]
article-subhead: THE GOVERNMENT AND THE TRUSTS.: [1105, 528, 1285, 539]
ad-body: 127 ACRES, Cash £750. Milk 40 cows. Machines, good sheds, etc.: [23, 1096, 271, 1121]
ad-body: H. J. Abram, "Shop by Post" chemist, New Plymouth, will mail my renowned Chilblain Application, 1/6, post free.: [1071, 1305, 1319, 1327]
section-header: LAND FOR SALE.: [23, 71, 271, 89]
ad-title: THAT OLD: [1380, 513, 1439, 525]
ad-body: BARGAINS in Taranaki and Waikato Farms, Town Building Allotments, New Bungalows, and other Homes at prices to meet the times. Another shipment of the famous: [285, 513, 533, 548]
ad-title: MAORILAND DAIRY: [1745, 1556, 1830, 1586]
article-subhead: EVERYBODY'S.: [897, 803, 969, 813]
ad-body: 24 ACRES, dead level land, with good 5-roomed house and all conveniences. Carry 8 cows easily. Owner has decided to go farming, and wants a small farm as a Going Concern. His equity is £1500.: [23, 331, 271, 379]
article-body: Film productions come and go, but it is not every day that the creation of some master mind is flashed on the screen, to leave behind it a feeling of satisfaction and an impression that something out of the ordinary has been achieved. "Darby and Joan," screening at the Empire Theatre to-night and to-morrow, is an adaptation of Sir Hall Caine's famous story, and it can truthfully be claimed that it is a masterpiece, a gripping story of human lives that no one should miss. The noble example of the two young people of the story, clinging together through starvation and defying their parents in their earliest efforts to part them, in the tragedy which follows, just as the first step of their happiness is reached, and the subsequent struggle of the heroine who is left alone to care for her father — all form an impression that might be copied in these days of much separation and divorce.: [809, 1098, 1057, 1276]
ad-body: Thousands of housewives find Edmonds Custard Powder a boon in preparing delicious, economical dessert. Cup Custard, Custard with Fruit, Custard Puddings, all can be made quickly and at little cost with: [547, 1343, 795, 1410]
ad-subhead: DON'T MISS THE OPPORTUNITY!: [317, 497, 501, 509]
divider: [285, 1179, 533, 1181]
ad-subhead: HANDY FARMS CLOSE TO NEW PLYMOUTH.: [1601, 659, 1847, 671]
agent-name: J. J. ALLEN.: [95, 1558, 199, 1578]
agent-address: LAND AGENTS, BOX 20 INGLEWOOD 'PHONE 55: [37, 1209, 257, 1220]
ad-subhead: APPROXIMATELY £100 WORTH OF CROPS.: [310, 202, 507, 213]
agent-name: FOLEY AND JAGO,: [619, 926, 722, 938]
agent-name: TAYLOR & ROBERTS: [54, 1185, 239, 1204]
article-subhead: CONNY TALMADGE, "DANGEROUS BUSINESS.": [823, 822, 1043, 833]
agent-address: SOLE AGENTS, BROADWAY, STRATFORD.: [51, 920, 243, 931]
ad-body: 45 ACRES of Freehold Land, situated alongside Toko township, being all level and all been ploughed; free from weeds; watered by running streams. Fair house and outbuildings; practically alongside factory, school, post office, railway station; good metalled road. An ideal little dairy farm. Price reduced to £85 an acre for absolute sale. Easy terms given to a good man. Only small mortgage on property. Get in quickly. Sure to sell.: [547, 94, 795, 190]
agent-address: IMPORTER, COMMERCIAL, SHIPPING LAND & ESTATE AGENT, STANDARD INSURANCE BUILDINGS, DEVON STREET, NEW PLYMOUTH. 'PHONES: OFFICE 410, PRIVATE 318.: [285, 612, 532, 659]
ad-subhead: GREAT OPPORTUNITY.: [83, 487, 211, 499]
ad-body: 150 ACRES for 5 years at £2 10s per acre. Close to factory, school and post office. Metalled road to gate. Well watered. This is a property well worth seeing.: [1595, 314, 1853, 351]
divider: [1595, 455, 1853, 457]
maoriland-ad: [1722, 1543, 1853, 1699]
divider: [23, 721, 271, 724]
ad-body: 113 ACRES, 2½ miles from town. Good house of 5 rooms, men's whare, 8-bailed cowshed, barn and stable. Land is all in grass excepting 3 acres of shelter bush. Well fenced and sub-divided into 10 paddocks. The little place is in good heart for milking, as owner has been running sheep the last few years. Capacity about 35 cows, and should do them well. Price £30 per acre, with £1000 cash. Balance can be arranged for 3 or 5 years.: [1595, 749, 1853, 833]
agent-address: AGENTS, HAWERA.: [626, 718, 716, 728]
ad-body: 78 ACRES, for term of 3 to 5 years, at a rental of £4 10s per acre. Well improved Dairy Farm, with 7-roomed Dwelling; concreted machine cowshed. Now carrying 40 cows and 4 horses. Half mile to school, 1½ miles factory, 4 miles Stratford.: [1595, 1575, 1716, 1683]
ad-body: 130 ACRES, house, cowshed, 3-cow plant. Price £70 per acre, Cash £1500, or will exchange for house and 6 acres in town. (195): [23, 1303, 271, 1339]
divider: [1595, 281, 1853, 283]
agent-name: J. SUTHERLAND,: [362, 771, 456, 784]
ad-price: £29 PER ACRE.: [106, 1037, 187, 1049]
cassells-ad: [1071, 948, 1319, 1215]
agent-name: FAIRBROTHER &: [57, 387, 237, 410]
agent-address: SEED, GRAIN AND GENERAL PRODUCE MERCHANTS. LAND AND COMMISSION AGENTS. AGENTS: INTERNATIONAL HARVESTER CO. OF N.Z., LTD. 'PHONES 44 & 718. BROUGHAM AND LIARDET STREETS, NEW PLYMOUTH.: [1598, 1464, 1850, 1522]
ad-subhead: YOUR OPPORTUNITY AT MANGATOKI.: [301, 1025, 516, 1038]
columns: [16, 71, 1860, 1985]
byline: (SPECIAL CORRESPONDENT.): [1129, 142, 1260, 153]
agent-name: LEWIS & CO.: [613, 568, 729, 588]
